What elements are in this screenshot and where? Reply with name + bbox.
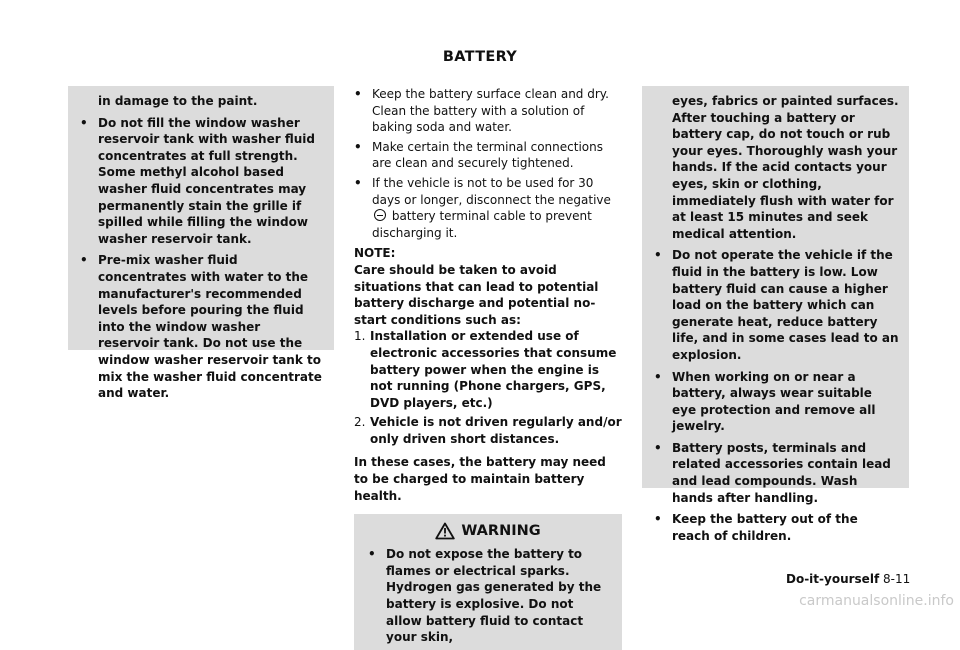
list-item: • Keep the battery surface clean and dry. Clean the battery with a solution of baking soda and water. xyxy=(354,87,609,135)
closing-text: In these cases, the battery may need to be charged to maintain battery health. xyxy=(354,455,606,503)
bullet-icon: • xyxy=(654,440,662,455)
bullet-icon: • xyxy=(80,253,88,268)
bullet-icon: • xyxy=(354,139,362,154)
bullet-icon: • xyxy=(354,175,362,190)
list-item: • Pre-mix washer fluid concentrates with water to the manufacturer's recommended levels before pouring the fluid into the window washer reservoir tank. Do not use the window washer reservoir tank to mix the washer fluid concentrate and water. xyxy=(80,253,322,401)
negative-terminal-icon xyxy=(374,209,386,221)
list-item: • Do not expose the battery to flames or electrical sparks. Hydrogen gas generated by the battery is explosive. Do not allow battery fluid to contact your skin, xyxy=(368,547,602,645)
bullet-icon: • xyxy=(654,369,662,384)
list-item: • If the vehicle is not to be used for 30 days or longer, disconnect the negative battery terminal cable to prevent discharging it. xyxy=(354,175,611,240)
caution-lead-text: in damage to the paint. xyxy=(98,94,258,108)
list-item: • When working on or near a battery, always wear suitable eye protection and remove all jewelry. xyxy=(654,369,876,434)
bullet-icon: • xyxy=(654,248,662,263)
bullet-icon: • xyxy=(368,547,376,562)
caution-box-continued xyxy=(68,86,334,401)
footer-page-number: 8-11 xyxy=(883,572,911,586)
note-label: NOTE: xyxy=(354,246,396,261)
bullet-icon: • xyxy=(80,115,88,130)
numbered-item: 2. Vehicle is not driven regularly and/or only driven short distances. xyxy=(354,415,622,446)
footer-section: Do-it-yourself xyxy=(786,572,880,586)
warning-box xyxy=(354,514,622,650)
watermark: carmanualsonline.info xyxy=(799,593,954,609)
list-item: • Do not operate the vehicle if the fluid in the battery is low. Low battery fluid can cause a higher load on the battery which can generate heat, reduce battery life, and in some cases lead to an explosion. xyxy=(654,248,899,362)
note-text: Care should be taken to avoid situations that can lead to potential battery discharge and potential no-start conditions such as: xyxy=(354,262,599,327)
battery-care-column xyxy=(354,86,622,650)
numbered-item: 1. Installation or extended use of electronic accessories that consume battery power when the engine is not running (Phone chargers, GPS, DVD players, etc.) xyxy=(354,329,617,410)
list-item: • Battery posts, terminals and related accessories contain lead and lead compounds. Wash hands after handling. xyxy=(654,440,891,505)
page-title: BATTERY xyxy=(442,49,518,65)
list-item: • Keep the battery out of the reach of children. xyxy=(654,512,858,543)
bullet-icon: • xyxy=(354,87,362,101)
page-footer xyxy=(786,572,910,586)
warning-lead-text: eyes, fabrics or painted surfaces. After touching a battery or battery cap, do not touch or rub your eyes. Thoroughly wash your hands. If the acid contacts your eyes, skin or clothing, immediately flush with water for at least 15 minutes and seek medical attention. xyxy=(672,94,899,241)
bullet-icon: • xyxy=(654,512,662,527)
list-item: • Make certain the terminal connections are clean and securely tightened. xyxy=(354,139,603,171)
warning-triangle-icon xyxy=(435,522,455,540)
warning-title: WARNING xyxy=(461,522,541,539)
warning-box-continued xyxy=(642,86,909,543)
list-item: • Do not fill the window washer reservoir tank with washer fluid concentrates at full strength. Some methyl alcohol based washer fluid concentrates may permanently stain the grille if spilled while filling the window washer reservoir tank. xyxy=(80,115,315,246)
